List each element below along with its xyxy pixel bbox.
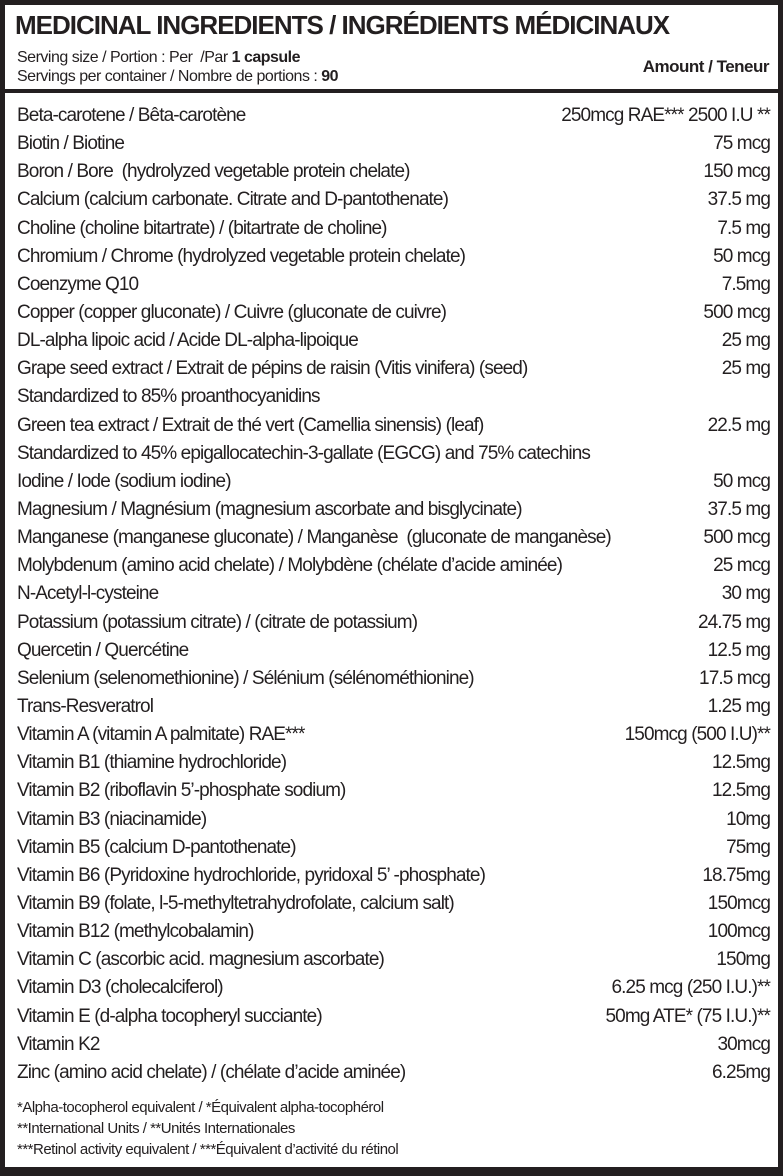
ingredient-amount: 25 mcg (713, 555, 770, 577)
ingredient-name: Quercetin / Quercétine (17, 639, 189, 661)
ingredient-row (17, 749, 770, 777)
ingredient-row (17, 946, 770, 974)
ingredient-row (17, 412, 770, 440)
ingredient-row (17, 777, 770, 805)
ingredient-row (17, 1059, 770, 1087)
ingredient-amount: 500 mcg (703, 301, 770, 323)
ingredient-row (17, 215, 770, 243)
ingredient-amount: 150mg (716, 949, 770, 971)
servings-per-container (17, 67, 577, 86)
ingredient-row (17, 1003, 770, 1031)
ingredient-amount: 22.5 mg (707, 414, 770, 436)
ingredient-name: Grape seed extract / Extrait de pépins de raisin (Vitis vinifera) (seed) (17, 358, 528, 380)
ingredient-name: Vitamin B2 (riboflavin 5’-phosphate sodium) (17, 780, 346, 802)
ingredient-row (17, 440, 770, 468)
ingredient-name: Vitamin K2 (17, 1033, 100, 1055)
ingredient-row (17, 327, 770, 355)
ingredient-amount: 24.75 mg (697, 611, 770, 633)
ingredient-row (17, 355, 770, 383)
ingredient-name: Choline (choline bitartrate) / (bitartrate de choline) (17, 217, 387, 239)
ingredient-amount: 500 mcg (703, 527, 770, 549)
ingredient-row (17, 299, 770, 327)
ingredient-amount: 17.5 mcg (699, 667, 770, 689)
ingredient-name: DL-alpha lipoic acid / Acide DL-alpha-lipoique (17, 330, 358, 352)
ingredient-amount: 150mcg (707, 892, 770, 914)
serving-size-value: 1 capsule (231, 49, 301, 66)
ingredient-amount: 30 mg (721, 583, 770, 605)
ingredient-row (17, 271, 770, 299)
ingredient-name: Standardized to 85% proanthocyanidins (17, 386, 320, 408)
ingredient-name: Vitamin B1 (thiamine hydrochloride) (17, 752, 287, 774)
ingredient-list (17, 102, 770, 1087)
ingredient-amount: 12.5mg (712, 780, 770, 802)
ingredient-name: Vitamin C (ascorbic acid. magnesium ascorbate) (17, 949, 384, 971)
ingredient-amount: 37.5 mg (707, 498, 770, 520)
ingredient-amount: 150mcg (500 I.U)** (624, 724, 770, 746)
ingredient-name: Magnesium / Magnésium (magnesium ascorbate and bisglycinate) (17, 498, 522, 520)
ingredient-name: Trans-Resveratrol (17, 695, 154, 717)
ingredient-row (17, 834, 770, 862)
footnote: *Alpha-tocopherol equivalent / *Équivalent alpha-tocophérol (17, 1099, 384, 1116)
ingredient-row (17, 468, 770, 496)
ingredient-name: Vitamin A (vitamin A palmitate) RAE*** (17, 724, 305, 746)
ingredient-amount: 12.5mg (712, 752, 770, 774)
ingredient-name: Copper (copper gluconate) / Cuivre (gluconate de cuivre) (17, 301, 447, 323)
ingredient-name: Biotin / Biotine (17, 133, 125, 155)
ingredient-row (17, 186, 770, 214)
serving-size (17, 48, 577, 67)
ingredient-name: Vitamin B3 (niacinamide) (17, 808, 207, 830)
ingredient-name: Zinc (amino acid chelate) / (chélate d’acide aminée) (17, 1061, 406, 1083)
serving-size-label: Serving size / Portion : Per /Par (17, 49, 232, 66)
ingredient-amount: 25 mg (721, 358, 770, 380)
ingredient-row (17, 158, 770, 186)
ingredient-amount: 25 mg (721, 330, 770, 352)
ingredient-row (17, 552, 770, 580)
ingredient-row (17, 102, 770, 130)
ingredient-amount: 75 mcg (713, 133, 770, 155)
ingredient-name: Boron / Bore (hydrolyzed vegetable protein chelate) (17, 161, 410, 183)
ingredient-row (17, 243, 770, 271)
ingredient-amount: 50 mcg (713, 245, 770, 267)
ingredient-name: Chromium / Chrome (hydrolyzed vegetable protein chelate) (17, 245, 466, 267)
ingredient-row (17, 806, 770, 834)
header-divider (5, 89, 778, 93)
ingredient-name: Potassium (potassium citrate) / (citrate de potassium) (17, 611, 418, 633)
ingredient-name: Iodine / Iode (sodium iodine) (17, 470, 231, 492)
ingredient-amount: 1.25 mg (707, 695, 770, 717)
label-title: MEDICINAL INGREDIENTS / INGRÉDIENTS MÉDICINAUX (15, 10, 670, 40)
ingredient-amount: 7.5mg (721, 273, 770, 295)
ingredient-name: Vitamin D3 (cholecalciferol) (17, 977, 223, 999)
ingredient-amount: 10mg (726, 808, 770, 830)
ingredient-amount: 50mg ATE* (75 I.U.)** (605, 1005, 770, 1027)
ingredient-row (17, 665, 770, 693)
ingredient-row (17, 383, 770, 411)
footnote: ***Retinol activity equivalent / ***Équivalent d’activité du rétinol (17, 1141, 399, 1158)
ingredient-row (17, 130, 770, 158)
ingredient-amount: 6.25mg (712, 1061, 770, 1083)
footnotes (17, 1097, 757, 1160)
ingredient-amount: 37.5 mg (707, 189, 770, 211)
ingredient-amount: 6.25 mcg (250 I.U.)** (611, 977, 770, 999)
ingredient-name: Coenzyme Q10 (17, 273, 139, 295)
ingredient-name: N-Acetyl-l-cysteine (17, 583, 159, 605)
ingredient-row (17, 721, 770, 749)
footnote: **International Units / **Unités Internationales (17, 1120, 295, 1137)
ingredient-name: Manganese (manganese gluconate) / Manganèse (gluconate de manganèse) (17, 527, 611, 549)
ingredient-row (17, 496, 770, 524)
ingredient-name: Standardized to 45% epigallocatechin-3-gallate (EGCG) and 75% catechins (17, 442, 590, 464)
ingredient-name: Vitamin B9 (folate, l-5-methyltetrahydrofolate, calcium salt) (17, 892, 454, 914)
ingredient-amount: 100mcg (707, 921, 770, 943)
ingredient-row (17, 974, 770, 1002)
ingredient-name: Vitamin B5 (calcium D-pantothenate) (17, 836, 296, 858)
ingredient-name: Green tea extract / Extrait de thé vert (Camellia sinensis) (leaf) (17, 414, 484, 436)
servings-label: Servings per container / Nombre de portions : (17, 68, 322, 85)
ingredient-name: Vitamin E (d-alpha tocopheryl succiante) (17, 1005, 322, 1027)
ingredient-amount: 150 mcg (703, 161, 770, 183)
ingredient-row (17, 524, 770, 552)
ingredient-name: Beta-carotene / Bêta-carotène (17, 105, 246, 126)
ingredient-name: Vitamin B12 (methylcobalamin) (17, 921, 254, 943)
servings-value: 90 (321, 68, 339, 85)
ingredient-name: Selenium (selenomethionine) / Sélénium (sélénométhionine) (17, 667, 474, 689)
ingredient-name: Molybdenum (amino acid chelate) / Molybdène (chélate d’acide aminée) (17, 555, 563, 577)
ingredient-name: Calcium (calcium carbonate. Citrate and D-pantothenate) (17, 189, 449, 211)
ingredient-row (17, 580, 770, 608)
amount-header: Amount / Teneur (642, 57, 769, 76)
ingredient-row (17, 918, 770, 946)
ingredient-name: Vitamin B6 (Pyridoxine hydrochloride, pyridoxal 5’ -phosphate) (17, 864, 486, 886)
ingredient-amount: 50 mcg (713, 470, 770, 492)
ingredient-amount: 12.5 mg (707, 639, 770, 661)
ingredient-amount: 7.5 mg (717, 217, 770, 239)
ingredient-row (17, 862, 770, 890)
ingredient-row (17, 693, 770, 721)
ingredient-amount: 250mcg RAE*** 2500 I.U ** (561, 105, 770, 126)
ingredient-row (17, 609, 770, 637)
ingredient-amount: 18.75mg (702, 864, 770, 886)
ingredient-amount: 75mg (726, 836, 770, 858)
ingredient-row (17, 890, 770, 918)
ingredient-row (17, 637, 770, 665)
ingredient-row (17, 1031, 770, 1059)
ingredient-amount: 30mcg (717, 1033, 770, 1055)
